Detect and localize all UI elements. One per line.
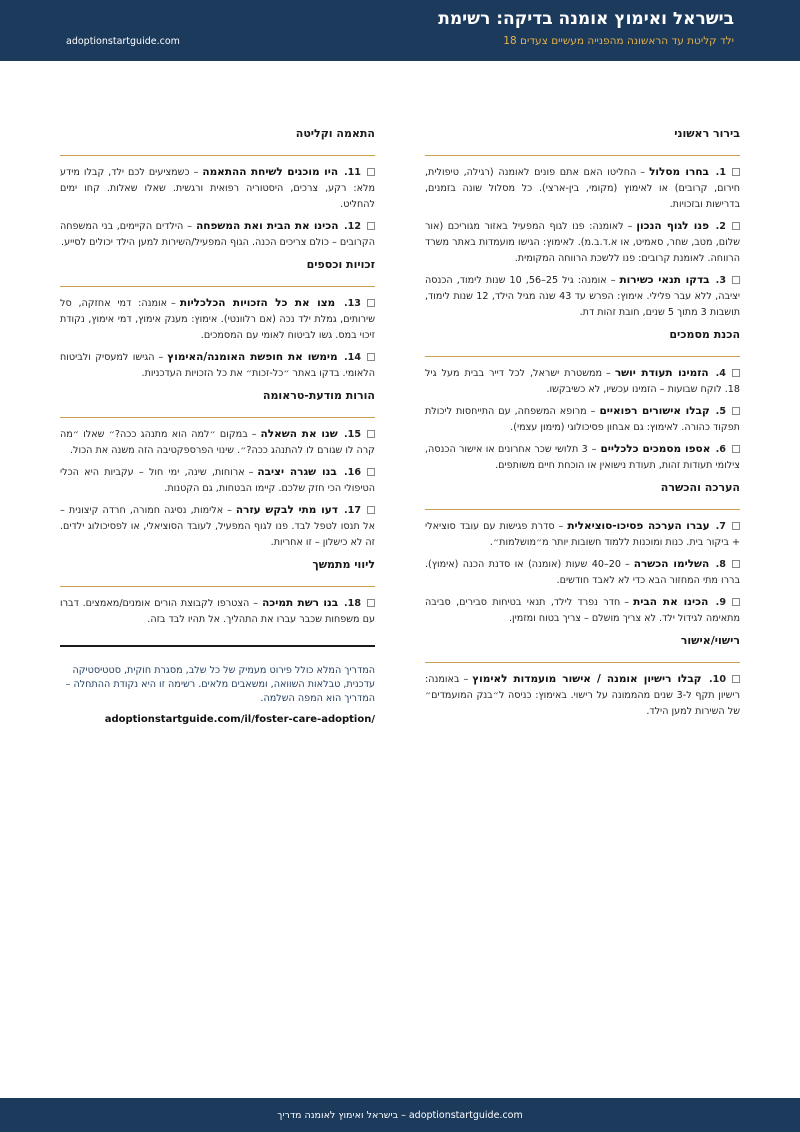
dash-separator: – xyxy=(248,467,254,478)
item-heading: השלימו הכשרה xyxy=(633,558,710,570)
footer-bar xyxy=(0,1098,800,1132)
item-text: כשמציעים לכם ילד, קבלו מידע מלא: רקע, צרכים, היסטוריה רפואית ורגשית. שאלו שאלות. קחו ימים להחליט. xyxy=(60,167,375,210)
checkbox[interactable] xyxy=(732,369,740,377)
item-heading: עברו הערכה פסיכו-סוציאלית xyxy=(567,520,710,532)
dash-separator: – xyxy=(606,368,611,379)
item-heading: בחרו מסלול xyxy=(649,166,709,178)
dash-separator: – xyxy=(253,598,259,609)
checklist-item xyxy=(425,671,740,720)
item-text: אומנה: גיל 25–56, 10 שנות לימוד, הכנסה יציבה, ללא עבר פלילי. אימוץ: הפרש עד 43 שנה מגיל הילד, 12 שנות לימוד, תושבות 3 מתוך 5 שנים, חובת זהות דת. xyxy=(425,275,741,318)
dash-separator: – xyxy=(193,167,199,178)
dash-separator: – xyxy=(463,674,469,685)
checklist-item xyxy=(425,441,740,474)
dash-separator: – xyxy=(171,298,176,309)
item-number: 9. xyxy=(715,597,726,608)
dash-separator: – xyxy=(227,505,232,516)
item-number: 1. xyxy=(715,167,726,178)
checkbox[interactable] xyxy=(367,353,375,361)
checkbox[interactable] xyxy=(732,522,740,530)
left-column-sections xyxy=(60,127,375,628)
checklist-item xyxy=(60,349,375,382)
item-text: הילדים הקיימים, בני המשפחה הקרובים – כולם צריכים הכנה. הגוף המפעיל/השירות למען הילד יכולים לסייע. xyxy=(60,221,375,248)
item-text: מרופא המשפחה, עם התייחסות ליכולת תפקוד כהורה. לאימוץ: גם אבחון פסיכולוגי (מימון עצמי). xyxy=(425,406,740,433)
item-number: 14. xyxy=(343,352,361,363)
dash-separator: – xyxy=(627,221,633,232)
item-text: 3 תלושי שכר אחרונים או אישור הכנסה, צילומי תעודות זהות, תעודת נישואין או הוכחת חיים משותפים. xyxy=(425,444,740,471)
checklist-item xyxy=(60,295,375,344)
item-number: 4. xyxy=(715,368,726,379)
item-heading: הכינו את הבית xyxy=(633,596,709,608)
item-number: 6. xyxy=(715,444,726,455)
checklist-item xyxy=(425,164,740,213)
section-title: התאמה וקליטה xyxy=(60,127,375,156)
checklist-item xyxy=(60,164,375,213)
item-text: באומנה: רישיון תקף ל-3 שנים מהממונה על רישוי. באימוץ: כניסה ל״בנק המועמדים״ של השירות למען הילד. xyxy=(425,674,741,717)
dash-separator: – xyxy=(624,597,630,608)
item-heading: היו מוכנים לשיחת ההתאמה xyxy=(202,166,339,178)
item-number: 17. xyxy=(343,505,361,516)
dash-separator: – xyxy=(624,559,630,570)
checkbox[interactable] xyxy=(732,168,740,176)
header-bar xyxy=(0,0,800,61)
checkbox[interactable] xyxy=(367,506,375,514)
dash-separator: – xyxy=(640,167,646,178)
page-subtitle: ילד קליטת עד הראשונה מהפנייה מעשיים צעדים 18 xyxy=(503,35,734,47)
item-text: החליטו האם אתם פונים לאומנה (רגילה, טיפולית, חירום, קרובים) או לאימוץ (מקומי, בין-ארצי). כל מסלול שונה בזמנים, בדרישות ובזכויות. xyxy=(425,167,740,210)
item-number: 3. xyxy=(715,275,726,286)
checkbox[interactable] xyxy=(367,468,375,476)
item-heading: מצו את כל הזכויות הכלכליות xyxy=(179,297,336,309)
item-number: 8. xyxy=(715,559,726,570)
item-heading: הזמינו תעודת יושר xyxy=(614,367,709,379)
checklist-item xyxy=(425,518,740,551)
item-text: הצטרפו לקבוצת הורים אומנים/מאמצים. דברו עם משפחות שכבר עברו את התהליך. אל תהיו לבד בזה. xyxy=(60,598,375,625)
item-text: חדר נפרד לילד, תנאי בטיחות סבירים, סביבה מתאימה לגידול ילד. לא צריך מושלם – צריך בטוח ומזמין. xyxy=(425,597,740,624)
item-heading: שנו את השאלה xyxy=(260,428,338,440)
dash-separator: – xyxy=(158,352,164,363)
item-text: לאומנה: פנו לגוף המפעיל באזור מגוריכם (אור שלום, מטב, שחר, סאמיט, או א.ד.ב.מ). לאימוץ: הגישו מועמדות באתר משרד הרווחה. לאומנת קרובים: פנו ללשכת הרווחה המקומית. xyxy=(425,221,740,264)
footer-text: adoptionstartguide.com – בישראל ואימוץ לאומנה מדריך xyxy=(277,1109,523,1121)
item-heading: אספו מסמכים כלכליים xyxy=(600,443,711,455)
section-title: בירור ראשוני xyxy=(425,127,740,156)
checklist-item xyxy=(425,218,740,267)
item-number: 7. xyxy=(715,521,726,532)
section-title: הערכה והכשרה xyxy=(425,481,740,510)
item-number: 10. xyxy=(708,674,726,685)
item-heading: פנו לגוף הנכון xyxy=(636,220,710,232)
dash-separator: – xyxy=(558,521,564,532)
item-heading: הכינו את הבית ואת המשפחה xyxy=(196,220,339,232)
item-text: ממשטרת ישראל, לכל דייר בבית מעל גיל 18. לוקח שבועות – הזמינו עכשיו, לא כשיבקשו. xyxy=(425,368,740,395)
checkbox[interactable] xyxy=(367,299,375,307)
item-number: 16. xyxy=(343,467,361,478)
checkbox[interactable] xyxy=(367,168,375,176)
item-heading: בנו רשת תמיכה xyxy=(262,597,339,609)
checkbox[interactable] xyxy=(367,222,375,230)
item-text: סדרת פגישות עם עובד סוציאלי + ביקור בית. כנות ומוכנות ללמוד חשובות יותר מ״מושלמות״. xyxy=(425,521,740,548)
checklist-columns xyxy=(60,127,740,725)
checklist-item xyxy=(425,272,740,321)
section-title: הורות מודעת-טראומה xyxy=(60,389,375,418)
item-text: ארוחות, שינה, ימי חול – עקביות היא הכלי הטיפולי הכי חזק שלכם. קיימו הבטחות, גם הקטנות. xyxy=(60,467,375,494)
checklist-item xyxy=(60,426,375,459)
section-title: ליווי מתמשך xyxy=(60,558,375,587)
dash-separator: – xyxy=(591,444,597,455)
item-number: 13. xyxy=(343,298,361,309)
dash-separator: – xyxy=(251,429,257,440)
item-text: הגישו למעסיק ולביטוח הלאומי. בדקו באתר ״כל-זכות״ את כל הזכויות העדכניות. xyxy=(60,352,375,379)
checklist-item xyxy=(60,595,375,628)
checkbox[interactable] xyxy=(732,222,740,230)
right-column xyxy=(425,127,740,725)
section-divider xyxy=(60,645,375,647)
item-heading: בנו שגרה יציבה xyxy=(257,466,337,478)
guide-link[interactable]: adoptionstartguide.com/il/foster-care-adoption/ xyxy=(104,714,375,725)
item-number: 18. xyxy=(343,598,361,609)
checkbox[interactable] xyxy=(732,445,740,453)
checkbox[interactable] xyxy=(732,675,740,683)
checkbox[interactable] xyxy=(367,599,375,607)
item-text: במקום ״למה הוא מתנהג ככה?״ שאלו ״מה קרה לו שגורם לו להתנהג ככה?״. שינוי הפרספקטיבה הזה משנה את הכול. xyxy=(60,429,375,456)
item-number: 12. xyxy=(343,221,361,232)
checklist-item xyxy=(425,594,740,627)
dash-separator: – xyxy=(610,275,616,286)
item-number: 15. xyxy=(343,429,361,440)
item-heading: קבלו אישורים רפואיים xyxy=(599,405,710,417)
item-heading: דעו מתי לבקש עזרה xyxy=(235,504,338,516)
checklist-item xyxy=(60,218,375,251)
item-text: אלימות, נסיגה חמורה, חרדה קיצונית – אל תנסו לטפל לבד. פנו לגוף המפעיל, לעובד הסוציאלי, או לפסיכולוג ילדים. זה לא כישלון – זו אחריות. xyxy=(60,505,375,548)
item-heading: בדקו תנאי כשירות xyxy=(619,274,710,286)
section-title: זכויות וכספים xyxy=(60,258,375,287)
section-title: רישוי/אישור xyxy=(425,634,740,663)
item-number: 11. xyxy=(343,167,361,178)
checklist-item xyxy=(60,502,375,551)
page-title: בישראל ואימוץ אומנה בדיקה: רשימת xyxy=(438,9,734,29)
item-number: 2. xyxy=(715,221,726,232)
guide-note: המדריך המלא כולל פירוט מעמיק של כל שלב, מסגרת חוקית, סטטיסטיקה עדכנית, טבלאות השוואה, ומשאבים מלאים. רשימה זו היא נקודת ההתחלה – המדריך הוא המפה השלמה. xyxy=(65,665,375,704)
checkbox[interactable] xyxy=(732,560,740,568)
dash-separator: – xyxy=(187,221,193,232)
dash-separator: – xyxy=(590,406,596,417)
item-number: 5. xyxy=(715,406,726,417)
checklist-item xyxy=(425,403,740,436)
section-title: הכנת מסמכים xyxy=(425,328,740,357)
checklist-item xyxy=(425,556,740,589)
item-text: 20–40 שעות (אומנה) או סדנת הכנה (אימוץ). בררו מתי המחזור הבא כדי לא לאבד חודשים. xyxy=(425,559,740,586)
checkbox[interactable] xyxy=(367,430,375,438)
item-heading: מימשו את חופשת האומנה/האימוץ xyxy=(167,351,338,363)
checklist-item xyxy=(60,464,375,497)
checkbox[interactable] xyxy=(732,407,740,415)
left-column xyxy=(60,127,375,725)
checkbox[interactable] xyxy=(732,276,740,284)
header-site-link[interactable]: adoptionstartguide.com xyxy=(66,36,180,47)
item-heading: קבלו רישיון אומנה / אישור מועמדות לאימוץ xyxy=(472,673,702,685)
checkbox[interactable] xyxy=(732,598,740,606)
checklist-item xyxy=(425,365,740,398)
item-text: אומנה: דמי אחזקה, סל שירותים, גמלת ילד נכה (אם רלוונטי). אימוץ: מענק אימוץ, דמי אימוץ, נקודת זיכוי במס. גשו לביטוח לאומי עם המסמכים. xyxy=(60,298,375,341)
